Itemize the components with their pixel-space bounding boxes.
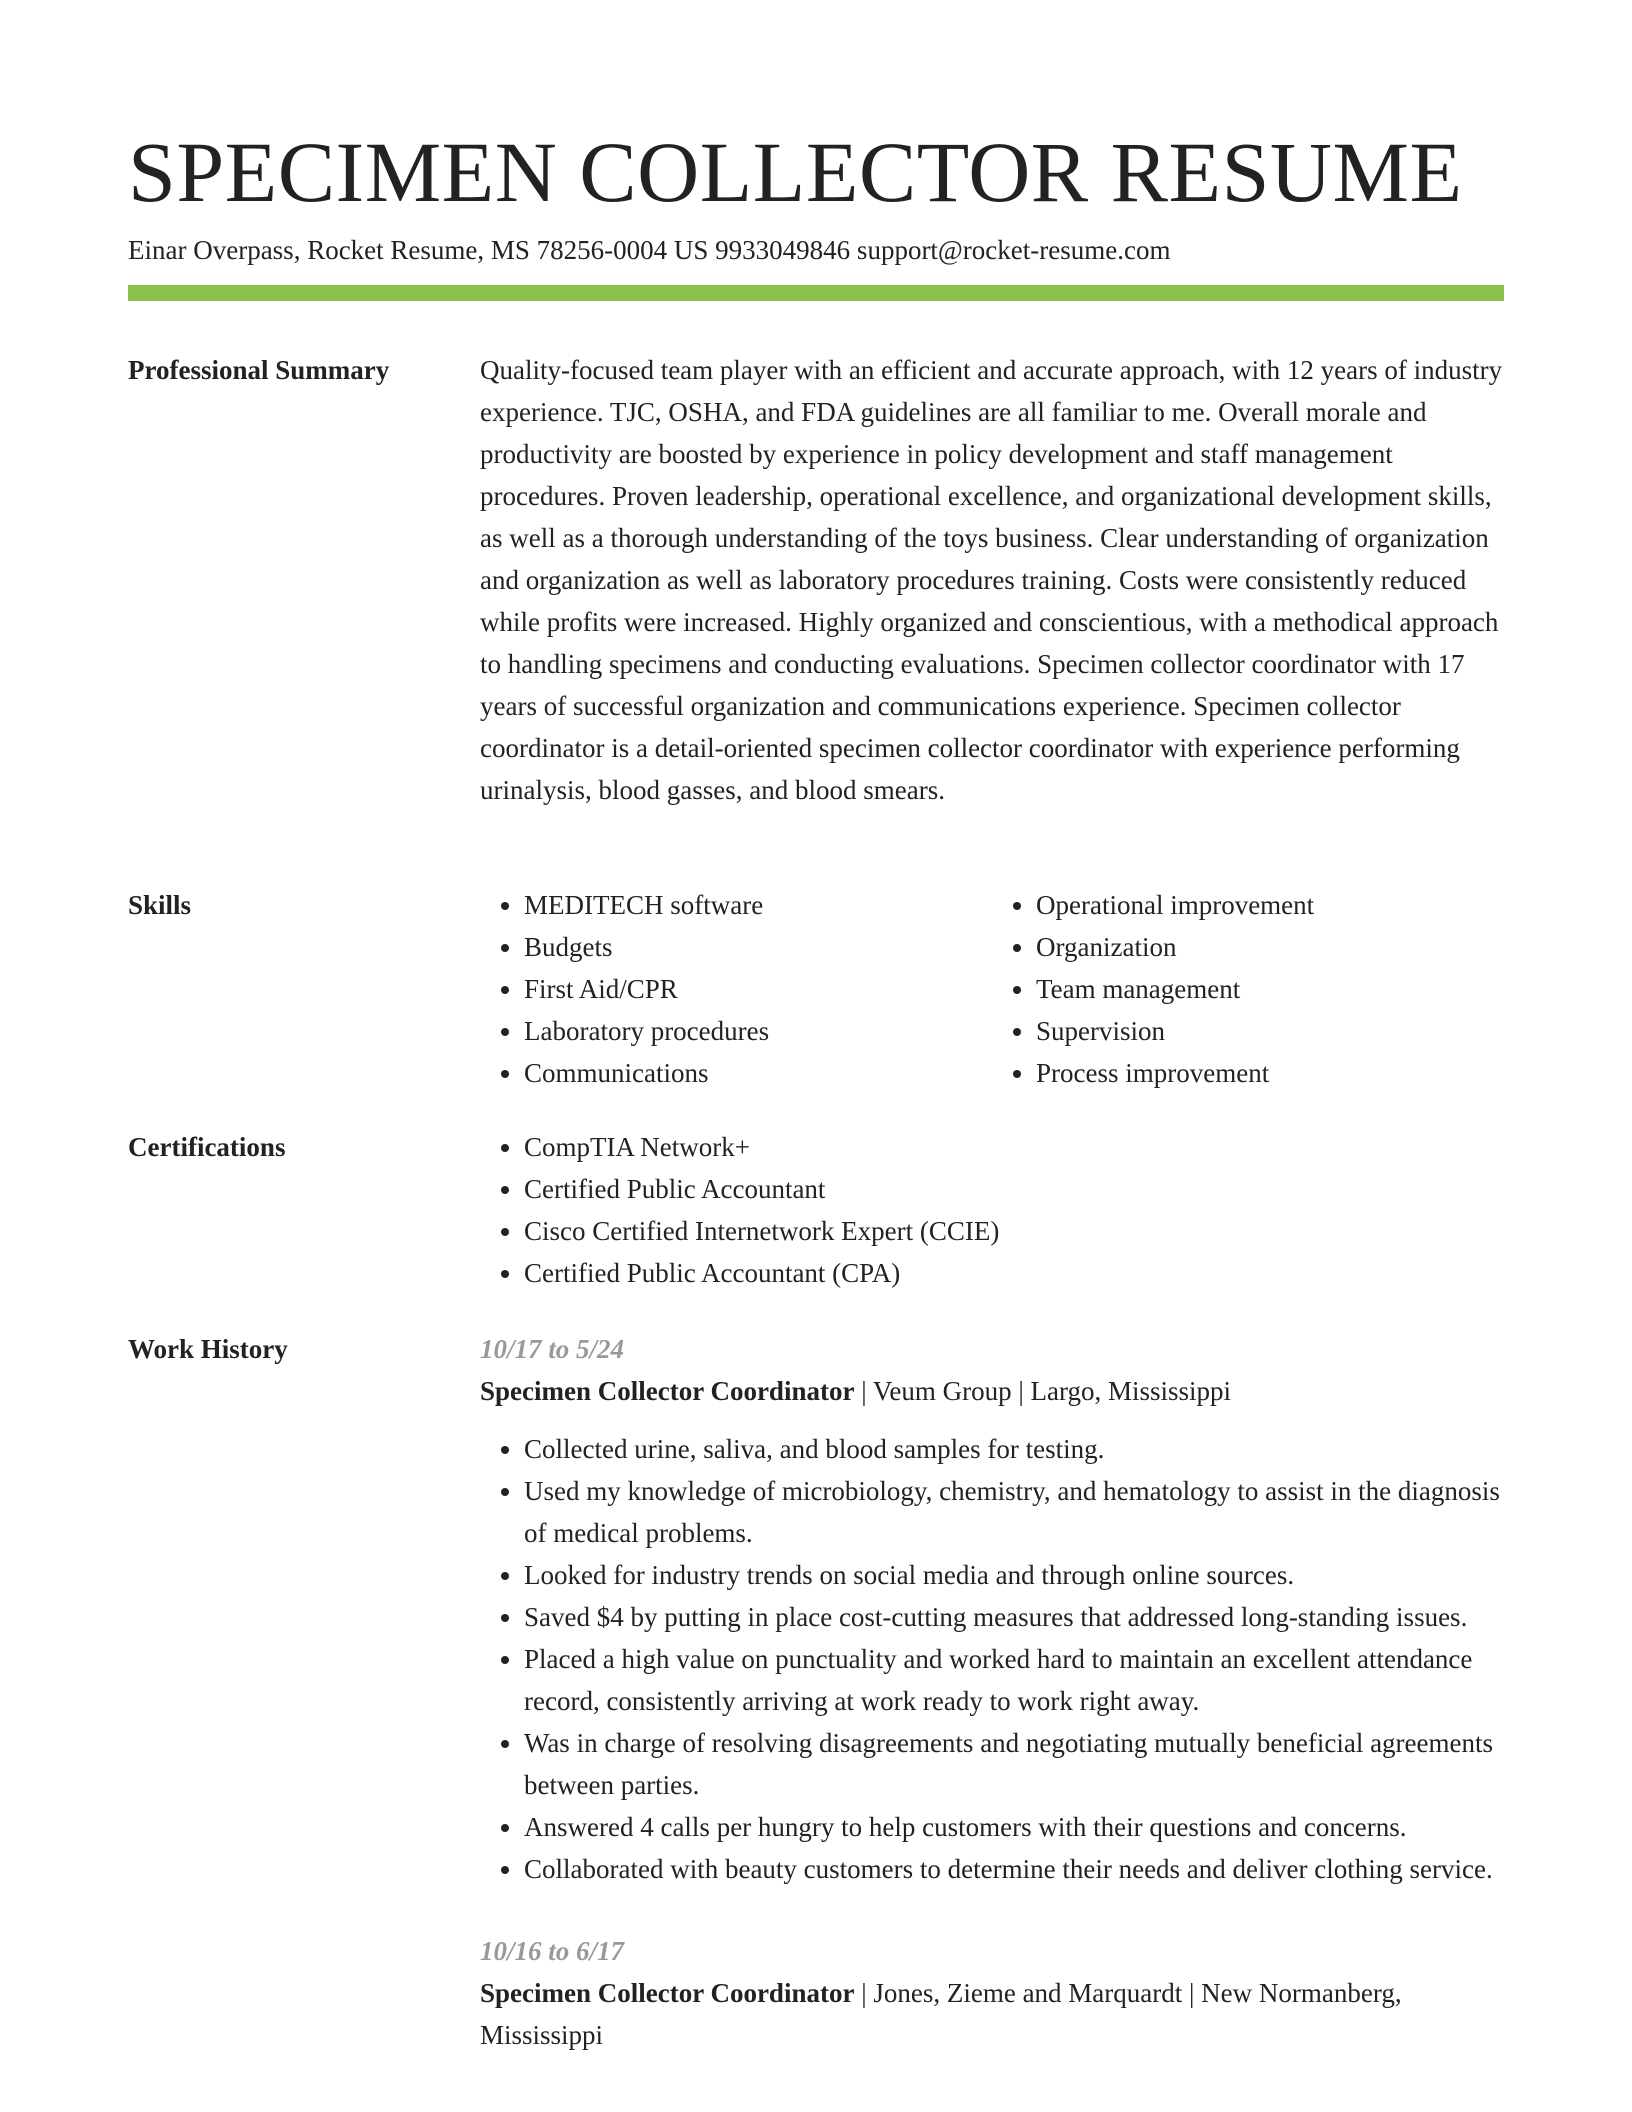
skill-item: • Operational improvement [1036, 884, 1504, 926]
skills-list-left [480, 884, 992, 1094]
certifications-body [480, 1126, 1504, 1294]
summary-body [480, 349, 1504, 811]
certification-item: • CompTIA Network+ [524, 1126, 1504, 1168]
job-heading [480, 1370, 1504, 1412]
job-title: Specimen Collector Coordinator [480, 1376, 855, 1406]
job-duties-list [480, 1428, 1504, 1890]
certification-item: • Certified Public Accountant (CPA) [524, 1252, 1504, 1294]
job-duty: • Looked for industry trends on social media and through online sources. [524, 1554, 1504, 1596]
job-entry [480, 1930, 1504, 2056]
skills-body [480, 884, 1504, 1094]
summary-text: Quality-focused team player with an efficient and accurate approach, with 12 years of industry experience. TJC, OSHA, and FDA guidelines are all familiar to me. Overall morale and productivity are boosted by experience in policy development and staff management procedures. Proven leadership, operational excellence, and organizational development skills, as well as a thorough understanding of the toys business. Clear understanding of organization and organization as well as laboratory procedures training. Costs were consistently reduced while profits were increased. Highly organized and conscientious, with a methodical approach to handling specimens and conducting evaluations. Specimen collector coordinator with 17 years of successful organization and communications experience. Specimen collector coordinator is a detail-oriented specimen collector coordinator with experience performing urinalysis, blood gasses, and blood smears. [480, 355, 1503, 805]
job-heading [480, 1972, 1504, 2056]
job-dates: 10/16 to 6/17 [480, 1936, 625, 1966]
job-employer-location: | Veum Group | Largo, Mississippi [854, 1376, 1232, 1406]
job-duty: • Collaborated with beauty customers to determine their needs and deliver clothing service. [524, 1848, 1504, 1890]
job-duty: • Placed a high value on punctuality and worked hard to maintain an excellent attendance record, consistently arriving at work ready to work right away. [524, 1638, 1504, 1722]
skill-item: • Budgets [524, 926, 992, 968]
work-history-body [480, 1328, 1504, 2056]
job-duty: • Was in charge of resolving disagreements and negotiating mutually beneficial agreements between parties. [524, 1722, 1504, 1806]
certification-item: • Certified Public Accountant [524, 1168, 1504, 1210]
skill-item: • Organization [1036, 926, 1504, 968]
skill-item: • Laboratory procedures [524, 1010, 992, 1052]
job-duty: • Used my knowledge of microbiology, chemistry, and hematology to assist in the diagnosis of medical problems. [524, 1470, 1504, 1554]
skill-item: • First Aid/CPR [524, 968, 992, 1010]
skill-item: • Communications [524, 1052, 992, 1094]
certification-item: • Cisco Certified Internetwork Expert (CCIE) [524, 1210, 1504, 1252]
skill-item: • Process improvement [1036, 1052, 1504, 1094]
contact-line: Einar Overpass, Rocket Resume, MS 78256-0004 US 9933049846 support@rocket-resume.com [128, 235, 1171, 265]
skills-list-right [992, 884, 1504, 1094]
work-history-label: Work History [128, 1334, 288, 1364]
skills-columns [480, 884, 1504, 1094]
job-duty: • Collected urine, saliva, and blood samples for testing. [524, 1428, 1504, 1470]
job-employer-location: | Jones, Zieme and Marquardt | New Normanberg, Mississippi [480, 1978, 1402, 2050]
job-entry [480, 1328, 1504, 1890]
skill-item: • Supervision [1036, 1010, 1504, 1052]
header-divider [128, 285, 1504, 301]
skills-label: Skills [128, 890, 192, 920]
job-duty: • Saved $4 by putting in place cost-cutting measures that addressed long-standing issues. [524, 1596, 1504, 1638]
job-dates: 10/17 to 5/24 [480, 1334, 625, 1364]
skill-item: • MEDITECH software [524, 884, 992, 926]
skill-item: • Team management [1036, 968, 1504, 1010]
resume-title: SPECIMEN COLLECTOR RESUME [128, 124, 1463, 220]
summary-label: Professional Summary [128, 355, 390, 385]
job-duty: • Answered 4 calls per hungry to help customers with their questions and concerns. [524, 1806, 1504, 1848]
certifications-label: Certifications [128, 1132, 286, 1162]
job-title: Specimen Collector Coordinator [480, 1978, 855, 2008]
certifications-list [480, 1126, 1504, 1294]
